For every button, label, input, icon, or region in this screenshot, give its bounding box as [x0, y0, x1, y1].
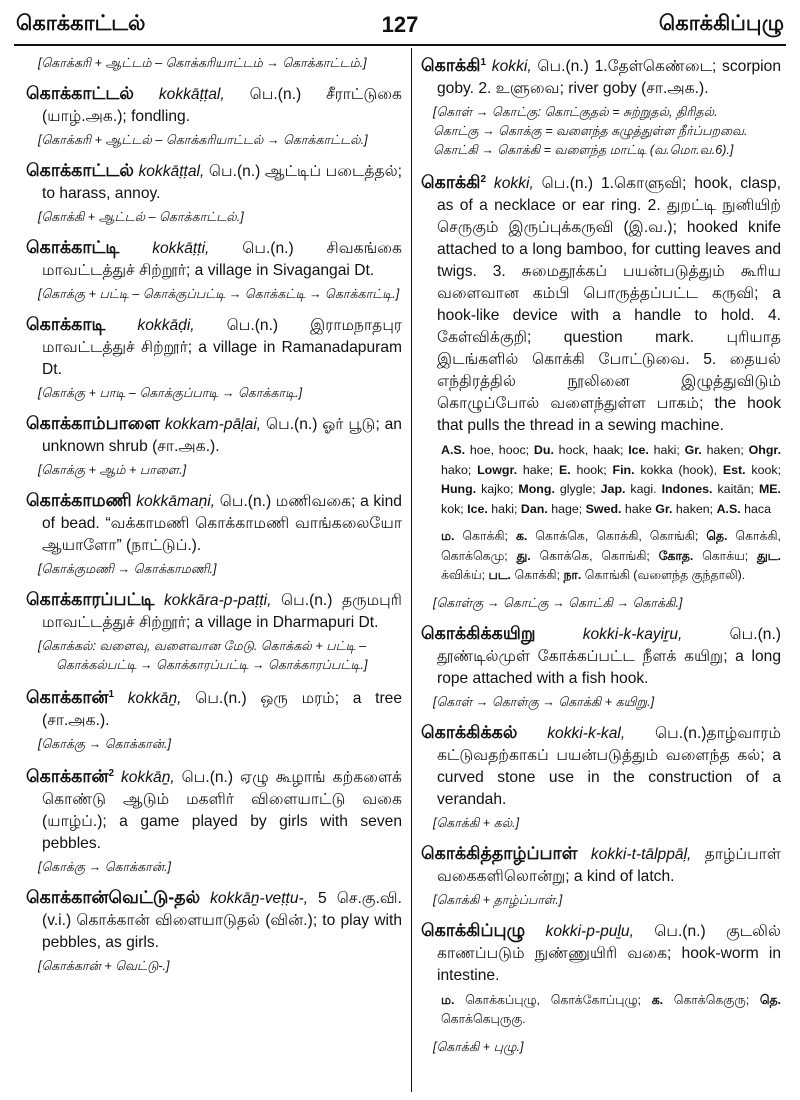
headword: கொக்கான்: [26, 687, 109, 708]
headword: கொக்கிப்புழு: [421, 919, 526, 940]
transliteration: kokkāṉ-veṭṭu-,: [210, 890, 309, 908]
cognate-form: haki;: [648, 443, 685, 458]
headword: கொக்காட்டல்: [26, 160, 134, 180]
cognate-form: hoe, hooc;: [465, 443, 534, 458]
homograph-number: 1: [480, 57, 487, 68]
cognates-dravidian: [421, 527, 781, 586]
etymology: [கொக்கு + பாடி – கொக்குப்பாடி → கொக்காடி.]: [38, 386, 303, 400]
cognates-foreign: [421, 441, 781, 519]
definition: பெ.(n.) 1.கொளுவி; hook, clasp, as of a necklace or ear ring. 2. துறட்டி நுனியிற் செருகும் இருப்புக்கருவி (இ.வ.); hooked knife attached to a long bamboo, for cutting leaves and twigs. 3. சுமைதூக்கப் பயன்படுத்தும் கூரிய வளைவான கம்பி பொருத்தப்பட்ட கருவி; a hook-like device with a handle to hold. 4. கேள்விக்குறி; question mark. புரியாத இடங்களில் கொக்கி போட்டுவை. 5. தையல் எந்திரத்தில் நூலினை இழுத்துவிடும் கொழுப்போல் வளைந்துள்ள பாகம்; the hook that pulls the thread in a sewing machine.: [437, 175, 781, 435]
cognate-form: கொக்கப்புழு, கொக்கோப்புழு;: [454, 992, 652, 1007]
language-abbr: Jap.: [600, 482, 626, 497]
etymology: [கொள்கு → கொட்கு → கொட்கி → கொக்கி.]: [433, 595, 683, 610]
cognate-form: kook;: [745, 462, 781, 477]
dictionary-entry: [421, 919, 781, 987]
cognate-form: haca: [740, 501, 771, 516]
headword: கொக்கான்வெட்டு-தல்: [26, 887, 201, 908]
cognate-form: hako;: [441, 462, 478, 477]
cognate-form: கொக்கெபுருகு.: [441, 1012, 526, 1027]
etymology: [கொக்கி + தாழ்ப்பாள்.]: [433, 892, 563, 907]
right-column: [421, 52, 781, 1094]
cognate-form: hage;: [547, 501, 586, 516]
definition: பெ.(n.) 1.தேள்கெண்டை; scorpion goby. 2. உளுவை; river goby (சா.அக.).: [437, 58, 781, 98]
etymology: [கொள் → கொட்கு: கொட்குதல் = சுற்றுதல், திரிதல்.: [433, 105, 718, 120]
cognate-form: hock, haak;: [553, 443, 629, 458]
cognate-form: கொக்கி;: [511, 568, 564, 583]
language-abbr: துட.: [756, 548, 781, 563]
etymology: [கொக்கரி + ஆட்டல் – கொக்கரியாட்டல் → கொக்காட்டல்.]: [38, 133, 368, 147]
definition: பெ.(n.) சிவகங்கை மாவட்டத்துச் சிற்றூர்; a village in Sivagangai Dt.: [42, 240, 402, 279]
headword: கொக்கித்தாழ்ப்பாள்: [421, 842, 578, 863]
transliteration: kokki,: [493, 175, 534, 193]
page-header: [14, 6, 786, 40]
headword: கொக்கி: [421, 172, 481, 193]
etymology: [கொக்கு → கொக்கான்.]: [38, 860, 172, 875]
dictionary-entry: [421, 52, 781, 100]
etymology: [கொக்குமணி → கொக்காமணி.]: [38, 562, 217, 576]
headword: கொக்காட்டல்: [26, 83, 134, 103]
language-abbr: Ice.: [628, 443, 649, 458]
column-divider: [411, 48, 412, 1092]
etymology-line: கொட்கி → கொக்கி = வளைந்த மாட்டி (வ.மொ.வ.6).]: [433, 143, 734, 158]
transliteration: kokkam-pāḷai,: [164, 416, 262, 433]
language-abbr: து.: [516, 548, 531, 563]
language-abbr: க.: [651, 992, 664, 1007]
dictionary-entry: [26, 313, 402, 381]
etymology-line: கொட்கு → கொக்கு = வளைந்த கழுத்துள்ள நீர்ப்பறவை.: [433, 124, 748, 139]
dictionary-entry: [26, 236, 402, 282]
cognate-form: கொக்கெ, கொங்கி;: [530, 548, 659, 563]
etymology: [கொக்கு + பட்டி – கொக்குப்பட்டி → கொக்கட்டி → கொக்காட்டி.]: [38, 287, 400, 301]
language-abbr: Mong.: [518, 482, 555, 497]
language-abbr: A.S.: [441, 443, 466, 458]
cognate-form: haki;: [487, 501, 521, 516]
cognate-form: kaitān;: [712, 482, 759, 497]
dictionary-entry: [26, 489, 402, 557]
definition: பெ.(n.) குடலில் காணப்படும் நுண்ணுயிரி வகை; hook-worm in intestine.: [437, 922, 781, 984]
cognate-form: கொங்கி (வளைந்த குந்தாலி).: [581, 568, 746, 583]
homograph-number: 1: [108, 689, 115, 700]
language-abbr: Ohgr.: [748, 443, 781, 458]
definition: பெ.(n.) சீராட்டுகை (யாழ்.அக.); fondling.: [42, 86, 402, 125]
dictionary-entry: [421, 169, 781, 437]
transliteration: kokkāḍi,: [137, 317, 195, 334]
language-abbr: Gr.: [684, 443, 702, 458]
language-abbr: ME.: [758, 482, 781, 497]
etymology: [கொக்கான் + வெட்டு-.]: [38, 959, 170, 974]
etymology: [கொக்கி + ஆட்டல் – கொக்காட்டல்.]: [38, 210, 244, 224]
definition: பெ.(n.) ஆட்டிப் படைத்தல்; to harass, annoy.: [42, 163, 402, 202]
language-abbr: க.: [515, 529, 528, 544]
dictionary-entry: [26, 588, 402, 634]
etymology: [கொக்கரி + ஆட்டம் – கொக்கரியாட்டம் → கொக்காட்டம்.]: [38, 56, 367, 70]
dictionary-entry: [26, 886, 402, 954]
cognate-form: கொக்கெகுரு;: [663, 992, 760, 1007]
cognate-form: kajko;: [476, 482, 519, 497]
definition: பெ.(n.) ஏழு கூழாங் கற்களைக் கொண்டு ஆடும் மகளிர் விளையாட்டு வகை (யாழ்ப்.); a game played by girls with seven pebbles.: [42, 769, 402, 853]
definition: பெ.(n.) தூண்டில்முள் கோக்கப்பட்ட நீளக் கயிறு; a long rope attached with a fish hook.: [437, 625, 781, 687]
transliteration: kokkāmaṇi,: [136, 493, 216, 510]
definition: பெ.(n.) தருமபுரி மாவட்டத்துச் சிற்றூர்; a village in Dharmapuri Dt.: [42, 592, 402, 631]
dictionary-entry: [421, 721, 781, 811]
homograph-number: 2: [480, 174, 487, 186]
left-column: [26, 52, 402, 1094]
transliteration: kokki-p-puḻu,: [545, 922, 634, 940]
headword: கொக்கான்: [26, 766, 109, 787]
cognate-form: கொக்கி, கொக்கெமு;: [441, 529, 781, 563]
transliteration: kokkāṭṭal,: [138, 163, 205, 180]
definition: தாழ்ப்பாள் வகைகளிலொன்று; a kind of latch.: [437, 845, 781, 885]
etymology: [கொக்கு + ஆம் + பாளை.]: [38, 463, 187, 477]
headword: கொக்காட்டி: [26, 237, 120, 257]
language-abbr: Fin.: [612, 462, 635, 477]
language-abbr: ம.: [441, 992, 455, 1007]
transliteration: kokkāṉ,: [120, 769, 175, 787]
left-guide-word: கொக்காட்டல்: [16, 12, 146, 35]
language-abbr: Hung.: [441, 482, 477, 497]
language-abbr: Du.: [533, 443, 554, 458]
dictionary-entry: [26, 684, 402, 732]
cognate-form: kok;: [441, 501, 468, 516]
transliteration: kokkāṭṭal,: [158, 86, 225, 103]
language-abbr: Indones.: [661, 482, 713, 497]
headword: கொக்காம்பாளை: [26, 413, 161, 433]
transliteration: kokki-k-kal,: [547, 724, 626, 742]
cognate-form: glygle;: [554, 482, 601, 497]
headword: கொக்கி: [421, 55, 481, 76]
language-abbr: Swed.: [585, 501, 622, 516]
transliteration: kokki-t-tālppāḷ,: [590, 845, 692, 863]
definition: பெ.(n.) ஓர் பூடு; an unknown shrub (சா.அக.).: [42, 416, 402, 455]
definition: பெ.(n.)தாழ்வாரம் கட்டுவதற்காகப் பயன்படுத்தும் வளைந்த கல்; a curved stone use in the construction of a verandah.: [437, 724, 781, 808]
dictionary-entry: [421, 622, 781, 690]
dictionary-entry: [26, 82, 402, 128]
cognate-form: haken;: [672, 501, 717, 516]
definition: பெ.(n.) இராமநாதபுர மாவட்டத்துச் சிற்றூர்; a village in Ramanadapuram Dt.: [42, 317, 402, 378]
cognate-form: hake: [621, 501, 656, 516]
definition: பெ.(n.) மணிவகை; a kind of bead. “வக்காமணி கொக்காமணி வாங்கலையோ ஆயாளோ” (நாட்டுப்.).: [42, 493, 402, 554]
cognate-form: kagi.: [625, 482, 662, 497]
headword: கொக்காரப்பட்டி: [26, 589, 155, 609]
cognate-form: கொக்கி;: [454, 529, 516, 544]
headword: கொக்கிக்கல்: [421, 721, 518, 742]
cognates-dravidian: [421, 991, 781, 1030]
definition: பெ.(n.) ஒரு மரம்; a tree (சா.அக.).: [42, 690, 402, 730]
cognate-form: கொக்ய;: [693, 548, 757, 563]
etymology: [கொக்கு → கொக்கான்.]: [38, 737, 172, 752]
page-number: 127: [381, 12, 419, 37]
language-abbr: நா.: [563, 568, 582, 583]
cognate-form: kokka (hook),: [634, 462, 723, 477]
transliteration: kokkāṭṭi,: [152, 240, 210, 257]
dictionary-entry: [26, 412, 402, 458]
language-abbr: Est.: [722, 462, 746, 477]
homograph-number: 2: [108, 768, 115, 780]
right-guide-word: கொக்கிப்புழு: [658, 12, 784, 35]
cognate-form: hook;: [570, 462, 613, 477]
language-abbr: தெ.: [759, 992, 781, 1007]
etymology: [கொக்கி + புழு.]: [433, 1039, 524, 1054]
etymology: [கொக்கி + கல்.]: [433, 815, 520, 830]
language-abbr: தெ.: [706, 529, 728, 544]
transliteration: kokki-k-kayiṟu,: [582, 625, 683, 643]
cognate-form: hake;: [517, 462, 559, 477]
language-abbr: Dan.: [520, 501, 548, 516]
definition: 5 செ.கு.வி. (v.i.) கொக்கான் விளையாடுதல் (வின்.); to play with pebbles, as girls.: [42, 890, 402, 952]
language-abbr: Lowgr.: [477, 462, 518, 477]
language-abbr: A.S.: [716, 501, 741, 516]
language-abbr: பட.: [488, 568, 511, 583]
language-abbr: E.: [558, 462, 571, 477]
transliteration: kokkāṉ,: [127, 690, 182, 708]
dictionary-entry: [26, 159, 402, 205]
header-rule: [14, 44, 786, 46]
headword: கொக்கிக்கயிறு: [421, 622, 536, 643]
cognate-form: கொக்கெ, கொக்கி, கொங்கி;: [527, 529, 707, 544]
transliteration: kokki,: [491, 58, 532, 76]
language-abbr: Gr.: [655, 501, 673, 516]
headword: கொக்காடி: [26, 314, 106, 334]
language-abbr: ம.: [441, 529, 455, 544]
headword: கொக்காமணி: [26, 490, 132, 510]
transliteration: kokkāra-p-paṭṭi,: [163, 592, 272, 609]
dictionary-entry: [421, 842, 781, 888]
language-abbr: Ice.: [467, 501, 488, 516]
cognate-form: க்விக்ய்;: [441, 568, 489, 583]
language-abbr: கோத.: [658, 548, 694, 563]
cognate-form: haken;: [701, 443, 749, 458]
dictionary-entry: [26, 763, 402, 855]
etymology: [கொக்கல்: வளைவு, வளைவான மேடு. கொக்கல் + பட்டி – கொக்கல்பட்டி → கொக்காரப்பட்டி → கொக்காரப்பட்டி.]: [38, 639, 368, 672]
etymology: [கொள் → கொள்கு → கொக்கி + கயிறு.]: [433, 694, 655, 709]
